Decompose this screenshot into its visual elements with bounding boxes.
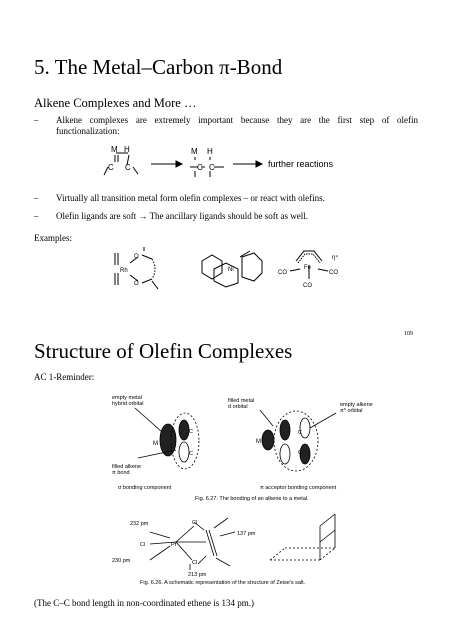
figure-627-caption: Fig. 6.27. The bonding of an alkene to a metal.: [195, 496, 309, 502]
label-empty-metal: empty metal: [112, 395, 142, 401]
scheme-product-m: M: [191, 147, 198, 156]
scheme-metal-m: M: [111, 145, 118, 154]
page-number: 109: [404, 331, 413, 337]
title-pi-symbol: π: [219, 55, 230, 79]
pi-m-atom: M: [256, 439, 261, 445]
examples-label: Examples:: [34, 233, 72, 243]
scheme-product-c1: C: [197, 163, 203, 172]
pi-c-top: C: [298, 430, 302, 436]
cl-top: Cl: [192, 520, 198, 526]
bullet-item-3: [34, 211, 418, 223]
figure-alkene-metal-bonding: [110, 388, 395, 508]
bullet-text: Virtually all transition metal form olefin complexes – or react with olefins.: [56, 193, 325, 203]
fe-atom: Fe: [304, 265, 312, 271]
scheme-product-h: H: [207, 147, 213, 156]
bullet-text: Alkene complexes are extremely important because they are the first step of olefin functionalization:: [56, 115, 418, 136]
bond-232pm: 232 pm: [130, 521, 149, 527]
label-empty-alkene: empty alkene: [340, 402, 373, 408]
pt-atom: Pt: [171, 542, 177, 548]
bullet-dash: –: [34, 211, 39, 221]
label-hybrid-orbital: hybrid orbital: [112, 401, 144, 407]
bond-137pm: 137 pm: [237, 531, 256, 537]
cl-bottom: Cl: [192, 560, 198, 566]
sigma-c-bottom: C: [189, 451, 193, 457]
bullet-item-2: [34, 193, 418, 205]
co-right: CO: [329, 270, 338, 276]
bullet-dash: –: [34, 193, 39, 203]
rh-atom: Rh: [120, 268, 128, 274]
bullet-dash: –: [34, 115, 39, 125]
ethene-bond-length-note: (The C–C bond length in non-coordinated ethene is 134 pm.): [34, 598, 254, 608]
title-text-suffix: -Bond: [229, 55, 283, 79]
bullet-text: Olefin ligands are soft → The ancillary ligands should be soft as well.: [56, 211, 309, 221]
sigma-component-label: σ bonding component: [118, 485, 172, 491]
co-bottom: CO: [303, 283, 312, 289]
label-pistar-orbital: π* orbital: [340, 408, 363, 414]
bond-230pm: 230 pm: [112, 558, 131, 564]
scheme-hydride-h: H: [124, 145, 130, 154]
sigma-c-top: C: [189, 429, 193, 435]
section-title-metal-carbon-pi-bond: [34, 55, 282, 79]
scheme-further-reactions: further reactions: [268, 159, 334, 169]
pi-component-label: π acceptor bonding component: [260, 485, 337, 491]
title-text-prefix: 5. The Metal–Carbon: [34, 55, 220, 79]
figure-626-caption: Fig. 6.26. A schematic representation of the structure of Zeise's salt.: [140, 580, 306, 586]
ni-atom: Ni: [228, 267, 234, 273]
section-subtitle-ac1-reminder: AC 1-Reminder:: [34, 372, 95, 382]
olefin-complex-examples: [100, 247, 370, 299]
scheme-carbon-left: C: [108, 163, 114, 172]
olefin-functionalization-scheme: [96, 143, 396, 185]
eta4-label: η⁴: [332, 255, 338, 261]
pi-c-bottom: C: [298, 450, 302, 456]
label-filled-alkene: filled alkene: [112, 464, 142, 470]
bond-213pm: 213 pm: [188, 572, 207, 578]
co-left: CO: [278, 270, 287, 276]
label-pi-bond: π bond: [112, 470, 130, 476]
section-subtitle-alkene: Alkene Complexes and More …: [34, 96, 197, 110]
oxygen-top: O: [134, 254, 139, 260]
scheme-carbon-right: C: [125, 163, 131, 172]
sigma-m-atom: M: [153, 441, 158, 447]
oxygen-bottom: O: [134, 281, 139, 287]
figure-zeises-salt-structure: [110, 512, 395, 588]
label-d-orbital: d orbital: [228, 404, 248, 410]
scheme-product-c2: C: [209, 163, 215, 172]
section-title-structure-olefin-complexes: Structure of Olefin Complexes: [34, 339, 293, 363]
bullet-item-1: [34, 115, 418, 139]
label-filled-metal: filled metal: [228, 398, 255, 404]
cl-left: Cl: [140, 542, 146, 548]
